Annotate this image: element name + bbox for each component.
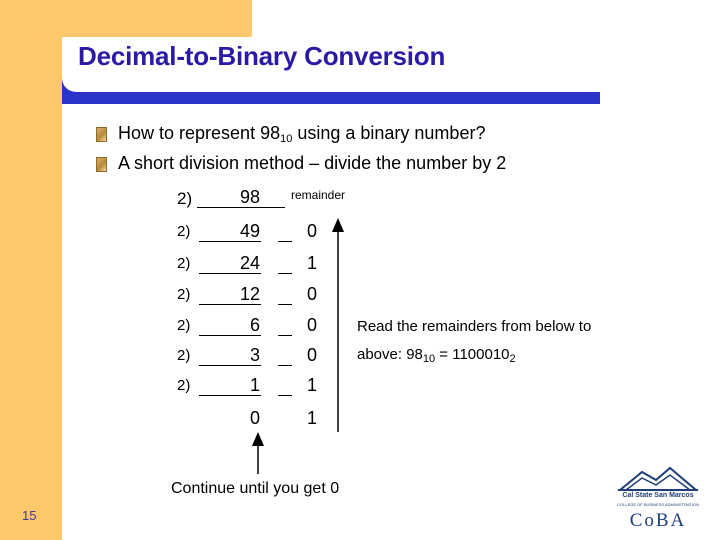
quotient-value: 1 bbox=[249, 375, 260, 395]
quotient-value: 3 bbox=[249, 345, 260, 365]
divisor-label: 2) bbox=[177, 377, 191, 394]
remainder-value: 0 bbox=[307, 315, 318, 335]
remainder-value: 1 bbox=[307, 375, 318, 395]
remainder-value: 1 bbox=[307, 253, 318, 273]
bullet-text: How to represent $98_{10}$ using a binary number? bbox=[118, 123, 486, 145]
quotient-value: 49 bbox=[239, 221, 260, 241]
bullet-text: A short division method – divide the number by 2 bbox=[118, 153, 507, 173]
divisor-label: 2) bbox=[177, 255, 191, 272]
divisor-label: 2) bbox=[177, 223, 191, 240]
read-note-line2: above: $98_{10} = 1100010_2$ bbox=[357, 346, 516, 365]
quotient-value: 24 bbox=[239, 253, 260, 273]
zero-arrow-head bbox=[252, 432, 264, 446]
quotient-value: 6 bbox=[249, 315, 260, 335]
mountain-logo-icon bbox=[612, 462, 704, 492]
quotient-value: 12 bbox=[239, 284, 260, 304]
remainder-value: 0 bbox=[307, 221, 318, 241]
divisor-label: 2) bbox=[177, 286, 191, 303]
remainder-label: remainder bbox=[291, 188, 346, 202]
logo-university-name: Cal State San Marcos bbox=[622, 492, 694, 499]
up-arrow-head bbox=[332, 218, 344, 232]
read-note-line1: Read the remainders from below to bbox=[357, 318, 592, 335]
logo-coba: CoBA bbox=[629, 510, 687, 531]
continue-note: Continue until you get 0 bbox=[171, 480, 340, 497]
logo-college-name: COLLEGE OF BUSINESS ADMINISTRATION bbox=[617, 502, 699, 507]
divisor-label: 2) bbox=[177, 189, 193, 208]
remainder-value: 1 bbox=[307, 408, 318, 428]
divisor-label: 2) bbox=[177, 347, 191, 364]
quotient-value: 0 bbox=[249, 408, 260, 428]
slide-title: Decimal-to-Binary Conversion bbox=[78, 41, 446, 71]
university-logo bbox=[612, 462, 704, 534]
remainder-value: 0 bbox=[307, 345, 318, 365]
page-number: 15 bbox=[22, 508, 37, 523]
remainder-value: 0 bbox=[307, 284, 318, 304]
quotient-value: 98 bbox=[239, 187, 260, 207]
divisor-label: 2) bbox=[177, 317, 191, 334]
